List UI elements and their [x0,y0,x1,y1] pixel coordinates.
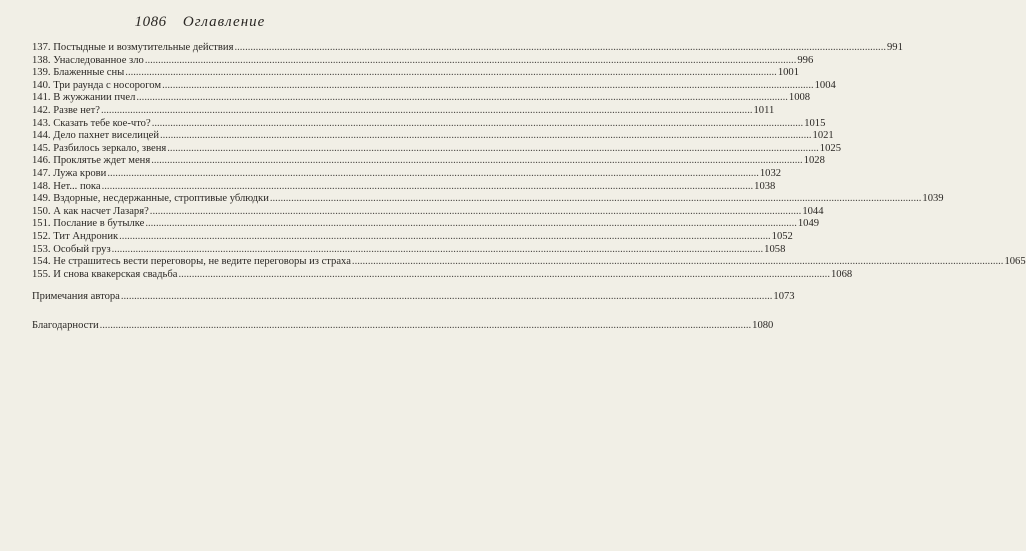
toc-entry-145 [32,142,841,156]
leader-dots [152,118,804,131]
toc-entry-page: 1028 [803,155,825,167]
toc-entry-page: 991 [887,42,903,53]
leader-dots [101,105,753,118]
toc-entry-label: 141. В жужжании пчел [32,92,136,104]
toc-entry-label: 149. Вздорные, несдержанные, строптивые ублюдки [32,193,269,205]
toc-entry-page: 1052 [771,230,793,242]
leader-dots [270,193,922,206]
toc-entry-149 [32,193,944,206]
leader-dots [145,218,797,231]
toc-entry-page: 1058 [764,243,786,255]
toc-entry-page: 996 [797,54,814,66]
toc-entry-151 [32,218,820,231]
leader-dots [102,181,754,194]
toc-entry-label: 152. Тит Андроник [32,230,119,242]
running-title: Оглавление [182,14,266,30]
toc-entry-label: 140. Три раунда с носорогом [32,79,162,91]
toc-entry-page: 1038 [754,180,776,192]
leader-dots [167,143,819,156]
leader-dots [121,291,773,304]
toc-entry-label: 142. Разве нет? [32,104,100,116]
toc-entry-page: 1080 [752,320,774,331]
toc-entry-label: 151. Послание в бутылке [32,218,145,230]
toc-entry-150 [32,205,824,219]
toc-entry-page: 1068 [830,268,853,280]
toc-entry-138 [32,54,814,68]
leader-dots [107,168,759,181]
toc-entry-142 [32,104,775,118]
toc-entry-139 [32,67,799,80]
toc-entry-label: 143. Сказать тебе кое-что? [32,117,151,129]
toc-entry-148 [32,180,776,194]
toc-entry-label: 155. И снова квакерская свадьба [32,268,178,280]
leader-dots [100,320,752,333]
toc-entry-acknowledgements [32,320,774,333]
leader-dots [160,130,812,143]
toc-entry-page: 1011 [753,104,775,116]
leader-dots [136,92,788,105]
leader-dots [145,55,797,68]
toc-entry-153 [32,243,786,257]
author-notes-row [32,291,795,304]
toc-entry-154 [32,256,1026,269]
toc-entry-page: 1049 [797,218,820,230]
toc-entry-141 [32,92,811,105]
toc-entry-page: 1032 [759,167,782,179]
leader-dots [178,269,830,282]
leader-dots [150,206,802,219]
toc-entry-label: Примечания автора [32,291,120,302]
toc-entry-147 [32,167,782,181]
page-header [0,14,400,31]
leader-dots [112,244,764,257]
toc-entry-author-notes [32,291,795,304]
toc-entry-page: 1039 [922,193,944,205]
leader-dots [151,155,803,168]
toc-entry-140 [32,79,836,93]
toc-entry-page: 1065 [1004,256,1026,268]
toc-entry-155 [32,268,853,282]
toc-entry-146 [32,155,825,168]
toc-entry-page: 1073 [773,291,795,302]
toc-entry-label: 150. А как насчет Лазаря? [32,205,149,217]
toc-entry-page: 1004 [814,79,836,91]
toc-entry-137 [32,42,903,55]
leader-dots [234,42,886,55]
leader-dots [125,67,777,80]
toc-entry-152 [32,230,793,244]
toc-entry-label: 147. Лужа крови [32,167,107,179]
toc-entry-label: 139. Блаженные сны [32,67,125,79]
toc-entry-label: 148. Нет... пока [32,180,101,192]
table-of-contents [32,42,1026,281]
toc-entry-label: 144. Дело пахнет виселицей [32,130,159,142]
toc-entry-144 [32,130,834,143]
acknowledgements-row [32,320,774,333]
leader-dots [119,231,771,244]
toc-entry-label: 146. Проклятье ждет меня [32,155,151,167]
toc-entry-page: 1008 [788,92,811,104]
page-number: 1086 [134,14,167,30]
toc-entry-page: 1044 [802,205,824,217]
leader-dots [352,256,1004,269]
toc-entry-page: 1025 [819,142,841,154]
toc-entry-label: 138. Унаследованное зло [32,54,144,66]
toc-entry-label: 153. Особый груз [32,243,111,255]
toc-entry-page: 1001 [777,67,799,79]
toc-entry-label: 145. Разбилось зеркало, звеня [32,142,167,154]
toc-entry-page: 1015 [804,117,826,129]
toc-entry-label: 137. Постыдные и возмутительные действия [32,42,234,53]
toc-entry-label: Благодарности [32,320,99,331]
toc-entry-143 [32,117,826,131]
toc-entry-page: 1021 [812,130,834,142]
leader-dots [162,80,814,93]
toc-entry-label: 154. Не страшитесь вести переговоры, не ведите переговоры из страха [32,256,351,268]
